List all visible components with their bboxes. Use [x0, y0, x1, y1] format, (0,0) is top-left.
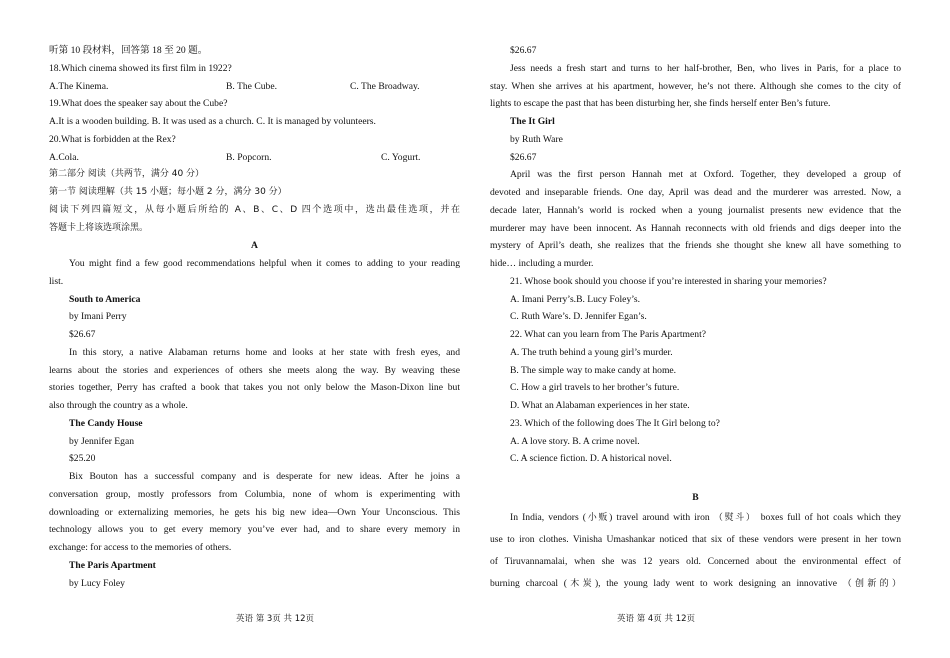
option-a: A.The Kinema.: [49, 80, 109, 92]
passage-b-line: use to iron clothes. Vinisha Umashankar noticed that six of these vendors were present in her town: [490, 533, 901, 545]
book-title: The It Girl: [510, 116, 555, 127]
question-22-option-d: D. What an Alabaman experiences in her state.: [510, 400, 690, 411]
section-one-heading: 第一节 阅读理解（共 15 小题；每小题 2 分，满分 30 分）: [49, 187, 287, 197]
intro-line: You might find a few good recommendations helpful when it comes to adding to your reading: [69, 258, 460, 269]
part-two-heading: 第二部分 阅读（共两节，满分 40 分）: [49, 169, 205, 180]
book-description-line: exchange: for access to the memories of others.: [49, 542, 232, 553]
passage-b-line: of Tiruvannamalai, when she was 12 years old. Concerned about the environmental effect of: [490, 555, 901, 567]
option-c: C. Yogurt.: [381, 151, 421, 163]
book-description-line: Jess needs a fresh start and turns to her half-brother, Ben, who lives in Paris, for a place to: [510, 62, 901, 74]
left-column: [49, 42, 460, 592]
book-description-line: learns about the stories and experiences of others she meets along the way. By weaving these: [49, 364, 460, 376]
question-18-options: [49, 78, 460, 96]
passage-a-label: A: [251, 240, 258, 252]
question-23-options: C. A science fiction. D. A historical novel.: [510, 453, 672, 465]
book-description-line: devoted and inseparable friends. One day, April was dead and the murderer was arrested. Now, a: [490, 187, 901, 198]
book-title: The Paris Apartment: [69, 559, 156, 571]
book-description-line: stay. When she arrives at his apartment, however, he’s not there. Although she comes to the city of: [490, 80, 901, 92]
reading-instruction-line-2: 答题卡上将该选项涂黑。: [49, 222, 149, 233]
page-footer-left: 英语 第 3页 共 12页: [236, 614, 315, 624]
question-21: 21. Whose book should you choose if you’re interested in sharing your memories?: [510, 275, 827, 287]
book-price: $26.67: [510, 45, 537, 56]
book-description-line: also through the country as a whole.: [49, 400, 188, 411]
option-b: B. The Cube.: [226, 80, 277, 92]
page-footer-right: 英语 第 4页 共 12页: [617, 614, 696, 624]
book-price: $26.67: [510, 151, 537, 163]
book-description-line: hide… including a murder.: [490, 258, 594, 269]
book-author: by Lucy Foley: [69, 577, 125, 589]
option-c: C. The Broadway.: [350, 80, 420, 92]
question-21-options: C. Ruth Ware’s. D. Jennifer Egan’s.: [510, 311, 647, 323]
passage-b-label: B: [692, 491, 699, 503]
right-column: [490, 42, 901, 595]
question-19-options: A.It is a wooden building. B. It was used as a church. C. It is managed by volunteers.: [49, 116, 376, 127]
question-22-option-b: B. The simple way to make candy at home.: [510, 364, 677, 376]
book-price: $25.20: [69, 453, 96, 465]
intro-line: list.: [49, 275, 64, 287]
passage-b-line: burning charcoal (木炭), the young lady went to work designing an innovative （创新的）: [490, 577, 901, 589]
book-description-line: In this story, a native Alabaman returns home and looks at her state with fresh eyes, and: [69, 346, 460, 358]
question-18: 18.Which cinema showed its first film in 1922?: [49, 62, 232, 74]
book-description-line: murderer may have been innocent. As Hannah reconnects with old friends and digs deeper into the: [490, 222, 901, 234]
book-description-line: technology allows you to get every memory you’ve ever had, and to share every memory in: [49, 524, 460, 536]
reading-instruction-line-1: 阅读下列四篇短文，从每小题后所给的 A、B、C、D 四个选项中，选出最佳选项，并在: [49, 204, 460, 215]
question-22-option-c: C. How a girl travels to her brother’s future.: [510, 382, 680, 394]
book-description-line: April was the first person Hannah met at Oxford. Together, they developed a group of: [510, 169, 901, 181]
question-20: 20.What is forbidden at the Rex?: [49, 133, 176, 145]
listening-instruction: 听第 10 段材料，回答第 18 至 20 题。: [49, 45, 208, 56]
question-21-options: A. Imani Perry’s.B. Lucy Foley’s.: [510, 293, 641, 305]
book-description-line: lights to escape the past that has been disturbing her, she finds herself enter Ben’s future.: [490, 98, 831, 110]
book-author: by Jennifer Egan: [69, 435, 135, 447]
option-a: A.Cola.: [49, 151, 79, 163]
question-23-options: A. A love story. B. A crime novel.: [510, 435, 640, 447]
question-23: 23. Which of the following does The It Girl belong to?: [510, 417, 720, 429]
question-22: 22. What can you learn from The Paris Apartment?: [510, 329, 706, 340]
book-description-line: stories together, Perry has crafted a book that takes you not only below the Mason-Dixon line but: [49, 382, 460, 394]
book-description-line: decade later, Hannah’s world is rocked when a young journalist presents new evidence that the: [490, 204, 901, 216]
book-description-line: conversation group, mostly professors from Columbia, none of whom is experimenting with: [49, 488, 460, 500]
book-author: by Ruth Ware: [510, 133, 563, 145]
passage-b-line: In India, vendors (小贩) travel around with iron （熨斗） boxes full of hot coals which they: [510, 511, 901, 523]
book-description-line: downloading or externalizing memories, he gets his big new idea—Own Your Unconscious. This: [49, 506, 460, 518]
book-price: $26.67: [69, 329, 96, 340]
book-description-line: Bix Bouton has a successful company and is desperate for new ideas. After he joins a: [69, 471, 460, 482]
book-author: by Imani Perry: [69, 311, 127, 323]
book-description-line: mystery of April’s death, she realizes that the friends she thought she knew all have something to: [490, 240, 901, 252]
book-title: South to America: [69, 293, 141, 305]
question-22-option-a: A. The truth behind a young girl’s murder.: [510, 346, 673, 358]
question-20-options: [49, 149, 460, 167]
book-title: The Candy House: [69, 417, 143, 429]
question-19: 19.What does the speaker say about the Cube?: [49, 98, 228, 110]
option-b: B. Popcorn.: [226, 151, 272, 163]
